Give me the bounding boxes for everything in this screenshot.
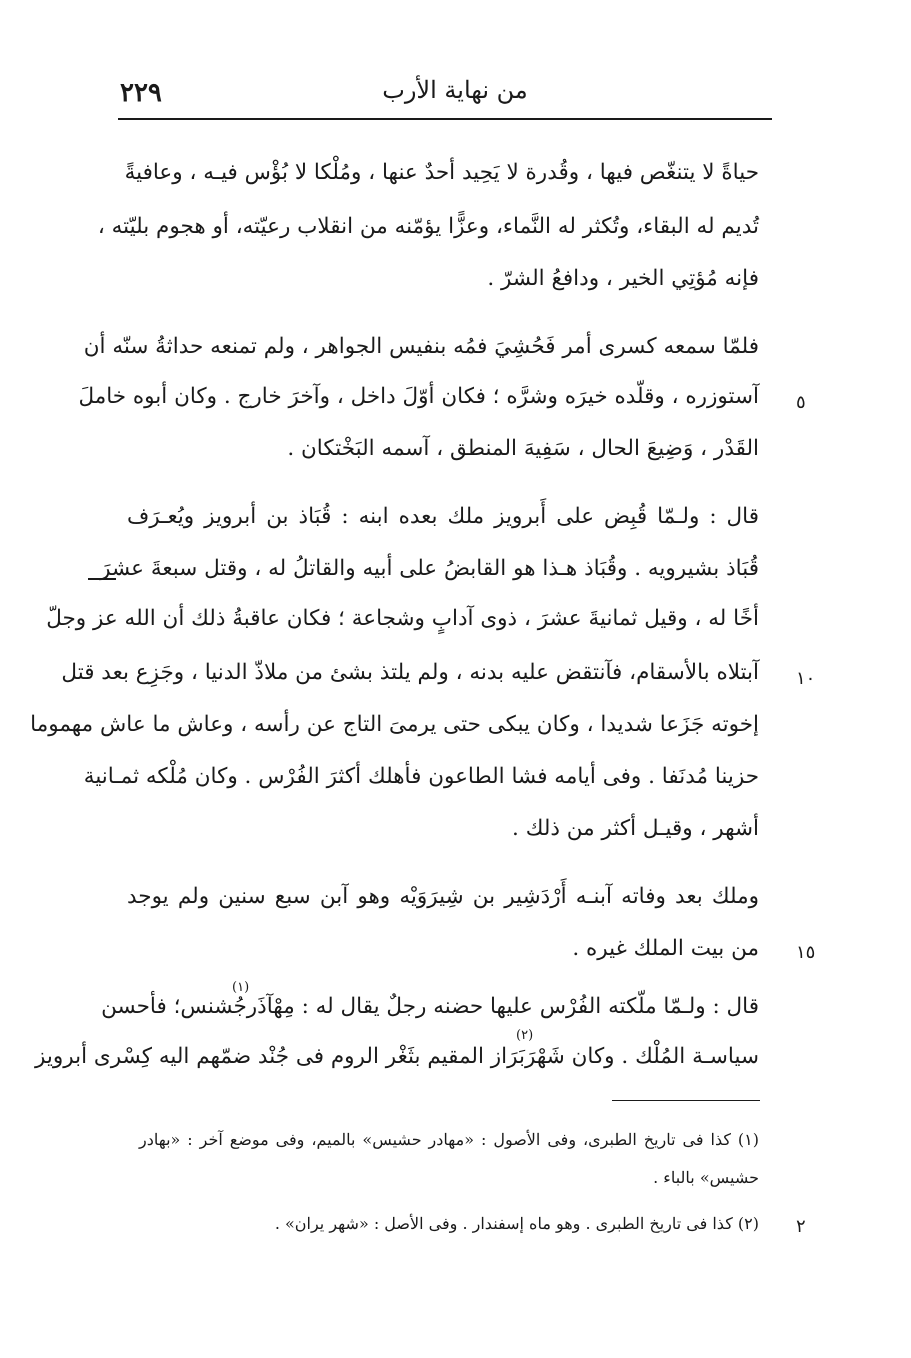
text-line: آبتلاه بالأسقام، فآنتقض عليه بدنه ، ولم يلتذ بشئ من ملاذّ الدنيا ، وجَزِع بعد قتل bbox=[61, 660, 759, 685]
text-line: حياةً لا يتنغّص فيها ، وقُدرة لا يَحِيد أحدٌ عنها ، ومُلْكا لا بُؤْس فيـه ، وعافيةً bbox=[124, 160, 759, 185]
text-line: القَدْر ، وَضِيعَ الحال ، سَفِيهَ المنطق ، آسمه البَخْتكان . bbox=[287, 436, 759, 461]
text-line: حزينا مُدنَفا . وفى أيامه فشا الطاعون فأهلك أكثرَ الفُرْس . وكان مُلْكه ثمـانية bbox=[83, 764, 759, 789]
text-line: أخًا له ، وقيل ثمانيةَ عشرَ ، ذوى آدابٍ وشجاعة ؛ فكان عاقبةُ ذلك أن الله عز وجلّ bbox=[46, 606, 759, 631]
text-line: آستوزره ، وقلّده خيرَه وشرَّه ؛ فكان أوّلَ داخل ، وآخرَ خارج . وكان أبوه خاملَ bbox=[78, 384, 759, 409]
footnote-line: حشيس» بالباء . bbox=[653, 1168, 759, 1187]
footnote-ref-1: (١) bbox=[232, 980, 250, 995]
text-line: أشهر ، وقيـل أكثر من ذلك . bbox=[512, 816, 759, 841]
text-line: قُبَاذ بشيرويه . وقُبَاذ هـذا هو القابضُ على أبيه والقاتلُ له ، وقتل سبعةَ عشرَ bbox=[100, 556, 759, 581]
running-title: من نهاية الأرب bbox=[382, 76, 528, 104]
text-line: سياسـة المُلْك . وكان شَهْرَبَرَاز المقيم بثَغْر الروم فى جُنْد ضمّهم اليه كِسْرى أبرويز bbox=[35, 1044, 759, 1069]
text-line: تُديم له البقاء، وتُكثر له النَّماء، وعزًّا يؤمّنه من انقلاب رعيّته، أو هجوم بليّته ، bbox=[97, 214, 759, 239]
footnote-line: (١) كذا فى تاريخ الطبرى، وفى الأصول : «مهادر حشيس» بالميم، وفى موضع آخر : «بهادر bbox=[139, 1130, 759, 1149]
line-number: ٢ bbox=[796, 1216, 806, 1237]
text-line: قال : ولـمّا قُبِض على أَبرويز ملك بعده ابنه : قُبَاذ بن أبرويز ويُعـرَف bbox=[127, 504, 759, 529]
footnote-line: (٢) كذا فى تاريخ الطبرى . وهو ماه إسفندار . وفى الأصل : «شهر يران» . bbox=[274, 1214, 759, 1233]
footnote-rule bbox=[612, 1100, 760, 1101]
text-line: فلمّا سمعه كسرى أمر فَحُشِيَ فمُه بنفيس الجواهر ، ولم تمنعه حداثةُ سنّه أن bbox=[83, 334, 759, 359]
text-line: فإنه مُؤتِي الخير ، ودافعُ الشرّ . bbox=[487, 266, 759, 291]
footnote-ref-2: (٢) bbox=[516, 1028, 534, 1043]
text-line: إخوته جَزَعا شديدا ، وكان يبكى حتى يرمىَ التاج عن رأسه ، وعاش ما عاش مهموما bbox=[30, 712, 759, 737]
text-line: قال : ولـمّا ملّكته الفُرْس عليها حضنه رجلٌ يقال له : مِهْآذَرجُشنس؛ فأحسن bbox=[101, 994, 759, 1019]
header-rule bbox=[118, 118, 772, 120]
line-number: ٥ bbox=[796, 392, 806, 413]
line-number: ١٥ bbox=[796, 942, 816, 963]
line-number: ١٠ bbox=[796, 668, 816, 689]
text-line: وملك بعد وفاته آبنـه أَرْدَشِير بن شِيرَوَيْه وهو آبن سبع سنين ولم يوجد bbox=[127, 884, 759, 909]
text-line: من بيت الملك غيره . bbox=[572, 936, 759, 961]
page-number: ٢٢٩ bbox=[120, 78, 162, 108]
margin-mark bbox=[88, 578, 116, 580]
